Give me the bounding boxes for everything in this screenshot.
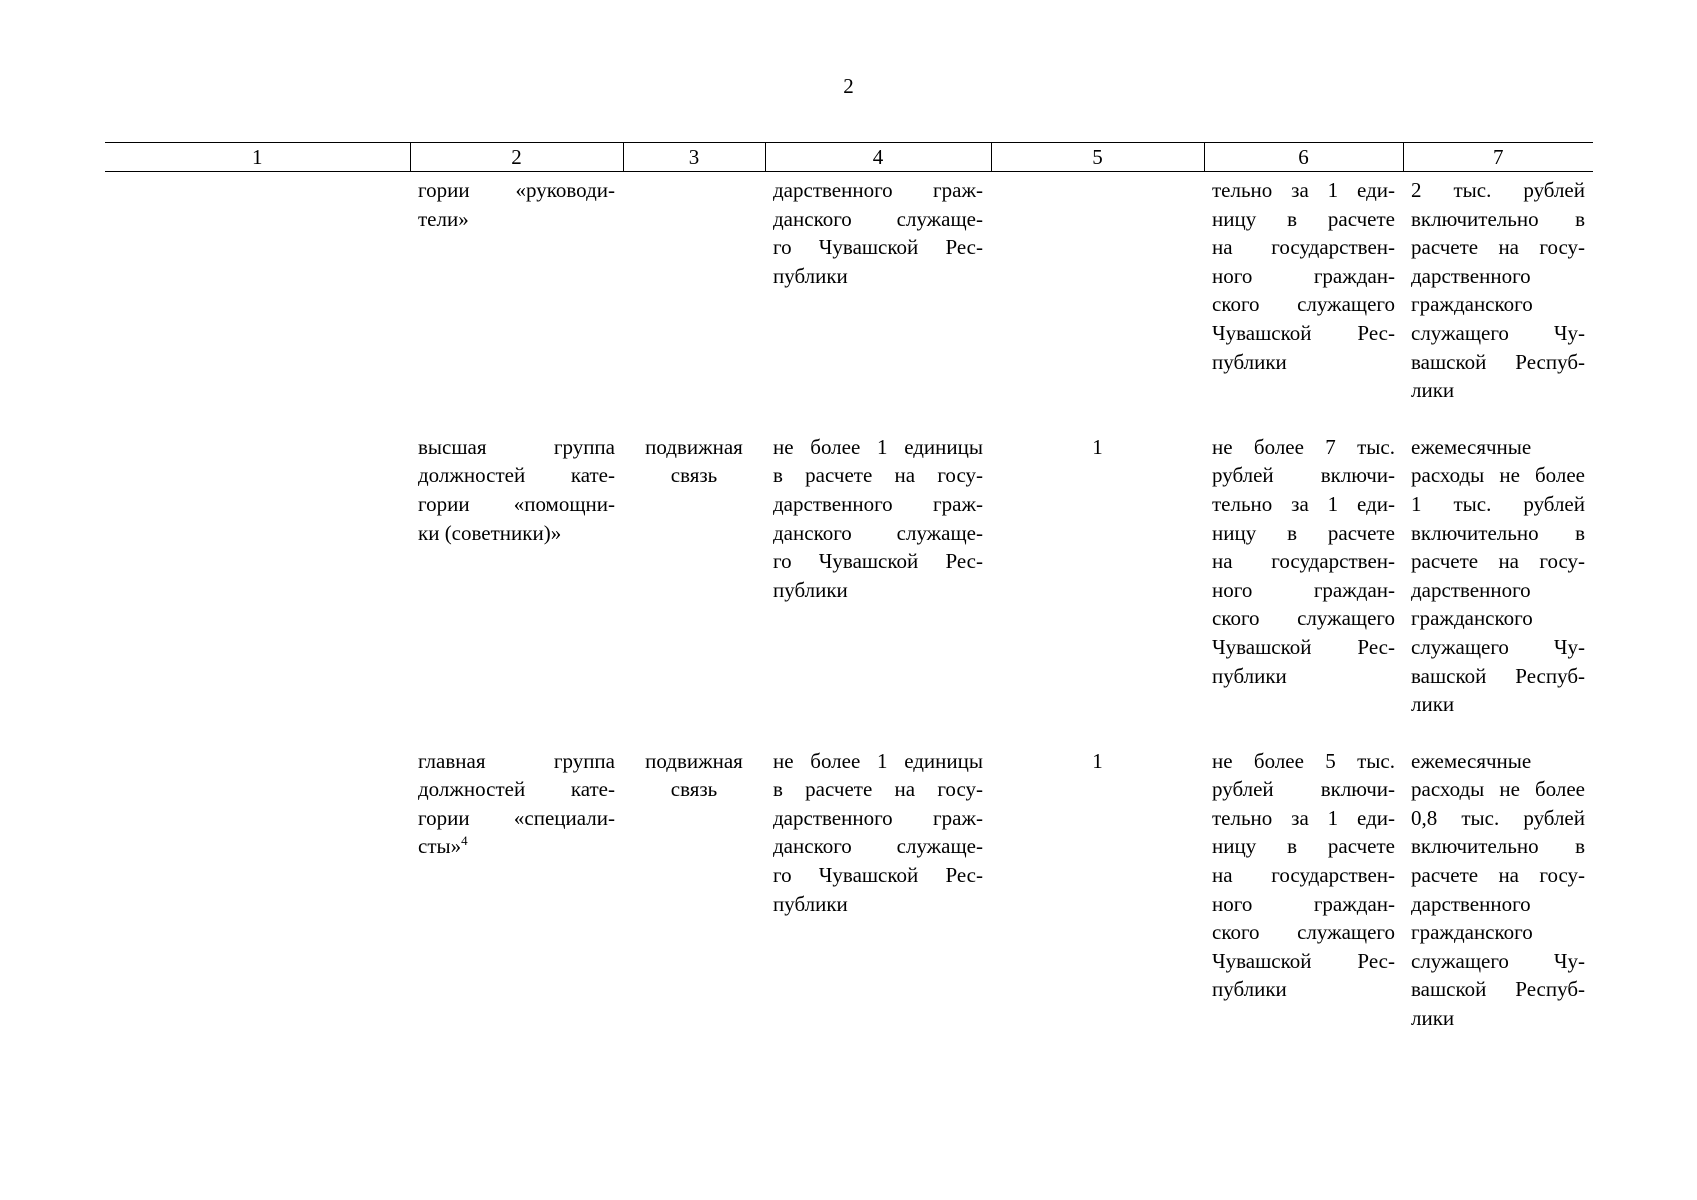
cell-line: рублей включи- <box>1212 777 1395 802</box>
cell-line: публики <box>1212 663 1287 688</box>
cell-line: ежемесячные <box>1411 434 1532 459</box>
cell-line: дарственного <box>1411 263 1531 288</box>
cell-line: ского служащего <box>1212 606 1395 631</box>
cell-line: расчете на госу- <box>1411 549 1585 574</box>
cell-line: включительно в <box>1411 834 1585 859</box>
cell-line: служащего Чу- <box>1411 320 1585 345</box>
cell-line: Чувашской Рес- <box>1212 634 1395 659</box>
table-cell-3 <box>623 433 765 747</box>
cell-line: публики <box>773 263 848 288</box>
table-cell-6 <box>1204 433 1403 747</box>
column-header-1: 1 <box>105 143 410 172</box>
table-cell-6 <box>1204 172 1403 433</box>
column-header-2: 2 <box>410 143 623 172</box>
cell-line: не более 5 тыс. <box>1212 748 1395 773</box>
cell-line: расходы не более <box>1411 463 1585 488</box>
cell-line: должностей кате- <box>418 463 615 488</box>
table-cell-5: 1 <box>1092 434 1103 459</box>
cell-line: го Чувашской Рес- <box>773 863 983 888</box>
table-header-row <box>105 143 1593 172</box>
cell-line: расчете на госу- <box>1411 235 1585 260</box>
cell-line: го Чувашской Рес- <box>773 235 983 260</box>
cell-line: рублей включи- <box>1212 463 1395 488</box>
table-cell-5 <box>991 172 1204 433</box>
cell-line: гории «руководи- <box>418 178 615 202</box>
cell-line: включительно в <box>1411 520 1585 545</box>
column-header-4: 4 <box>765 143 991 172</box>
cell-line: дарственного граж- <box>773 178 983 202</box>
cell-line: на государствен- <box>1212 549 1395 574</box>
data-table <box>105 142 1593 1061</box>
cell-line: ницу в расчете <box>1212 520 1395 545</box>
cell-line: связь <box>670 463 718 488</box>
table-row <box>105 747 1593 1061</box>
cell-line: ного граждан- <box>1212 891 1395 916</box>
table-cell-4 <box>765 172 991 433</box>
cell-line: расчете на госу- <box>1411 863 1585 888</box>
cell-line: лики <box>1411 692 1455 717</box>
cell-line: вашской Респуб- <box>1411 977 1585 1002</box>
cell-line: не более 7 тыс. <box>1212 434 1395 459</box>
cell-line: дарственного граж- <box>773 491 983 516</box>
cell-line: ницу в расчете <box>1212 834 1395 859</box>
cell-line: вашской Респуб- <box>1411 349 1585 374</box>
cell-line: 2 тыс. рублей <box>1411 178 1585 202</box>
cell-line: тели» <box>418 206 469 231</box>
cell-line: гражданского <box>1411 920 1533 945</box>
table-cell-3 <box>623 172 765 433</box>
table-row <box>105 433 1593 747</box>
cell-line: 1 тыс. рублей <box>1411 491 1585 516</box>
cell-line: гражданского <box>1411 606 1533 631</box>
table-cell-4 <box>765 433 991 747</box>
cell-line: гражданского <box>1411 292 1533 317</box>
cell-line: гории «помощни- <box>418 491 615 516</box>
table-cell-2 <box>410 433 623 747</box>
cell-line: ского служащего <box>1212 920 1395 945</box>
cell-line: вашской Респуб- <box>1411 663 1585 688</box>
cell-line: ницу в расчете <box>1212 206 1395 231</box>
cell-line: публики <box>1212 977 1287 1002</box>
cell-line: высшая группа <box>418 434 615 459</box>
cell-line: дарственного <box>1411 577 1531 602</box>
cell-line: в расчете на госу- <box>773 463 983 488</box>
cell-line-text: сты» <box>418 834 462 859</box>
cell-line: связь <box>670 777 718 802</box>
cell-line: публики <box>773 577 848 602</box>
cell-line: расходы не более <box>1411 777 1585 802</box>
cell-line: включительно в <box>1411 206 1585 231</box>
cell-line: на государствен- <box>1212 235 1395 260</box>
cell-line: не более 1 единицы <box>773 434 983 459</box>
cell-line: дарственного <box>1411 891 1531 916</box>
footnote-marker: 4 <box>461 833 468 849</box>
cell-line: лики <box>1411 1006 1455 1031</box>
table-cell-2 <box>410 747 623 1061</box>
table-cell-7 <box>1403 433 1593 747</box>
column-header-6: 6 <box>1204 143 1403 172</box>
cell-line: подвижная <box>645 748 743 773</box>
cell-line: го Чувашской Рес- <box>773 549 983 574</box>
table-row <box>105 172 1593 433</box>
cell-line: служащего Чу- <box>1411 634 1585 659</box>
cell-line: на государствен- <box>1212 863 1395 888</box>
table-cell-5: 1 <box>1092 748 1103 773</box>
table-cell-7 <box>1403 172 1593 433</box>
table-cell-1 <box>105 747 410 1061</box>
cell-line: главная группа <box>418 748 615 773</box>
cell-line: ного граждан- <box>1212 263 1395 288</box>
column-header-3: 3 <box>623 143 765 172</box>
cell-line: данского служаще- <box>773 834 983 859</box>
cell-line: не более 1 единицы <box>773 748 983 773</box>
page-number: 2 <box>843 74 854 98</box>
cell-line: данского служаще- <box>773 206 983 231</box>
cell-line: подвижная <box>645 434 743 459</box>
cell-line: тельно за 1 еди- <box>1212 178 1395 202</box>
cell-line: лики <box>1411 378 1455 403</box>
cell-line: данского служаще- <box>773 520 983 545</box>
cell-line: служащего Чу- <box>1411 948 1585 973</box>
table-cell-1 <box>105 172 410 433</box>
cell-line: дарственного граж- <box>773 805 983 830</box>
table-cell-7 <box>1403 747 1593 1061</box>
cell-line <box>418 832 615 861</box>
column-header-7: 7 <box>1403 143 1593 172</box>
cell-line: ского служащего <box>1212 292 1395 317</box>
cell-line: ежемесячные <box>1411 748 1532 773</box>
table-cell-3 <box>623 747 765 1061</box>
cell-line: ного граждан- <box>1212 577 1395 602</box>
cell-line: публики <box>773 891 848 916</box>
cell-line: публики <box>1212 349 1287 374</box>
cell-line: тельно за 1 еди- <box>1212 491 1395 516</box>
column-header-5: 5 <box>991 143 1204 172</box>
cell-line: ки (советники)» <box>418 520 562 545</box>
cell-line: 0,8 тыс. рублей <box>1411 805 1585 830</box>
cell-line: Чувашской Рес- <box>1212 320 1395 345</box>
table-cell-6 <box>1204 747 1403 1061</box>
table-cell-2 <box>410 172 623 433</box>
cell-line: должностей кате- <box>418 777 615 802</box>
cell-line: в расчете на госу- <box>773 777 983 802</box>
cell-line: тельно за 1 еди- <box>1212 805 1395 830</box>
cell-line: гории «специали- <box>418 805 615 830</box>
table-cell-4 <box>765 747 991 1061</box>
cell-line: Чувашской Рес- <box>1212 948 1395 973</box>
table-cell-1 <box>105 433 410 747</box>
